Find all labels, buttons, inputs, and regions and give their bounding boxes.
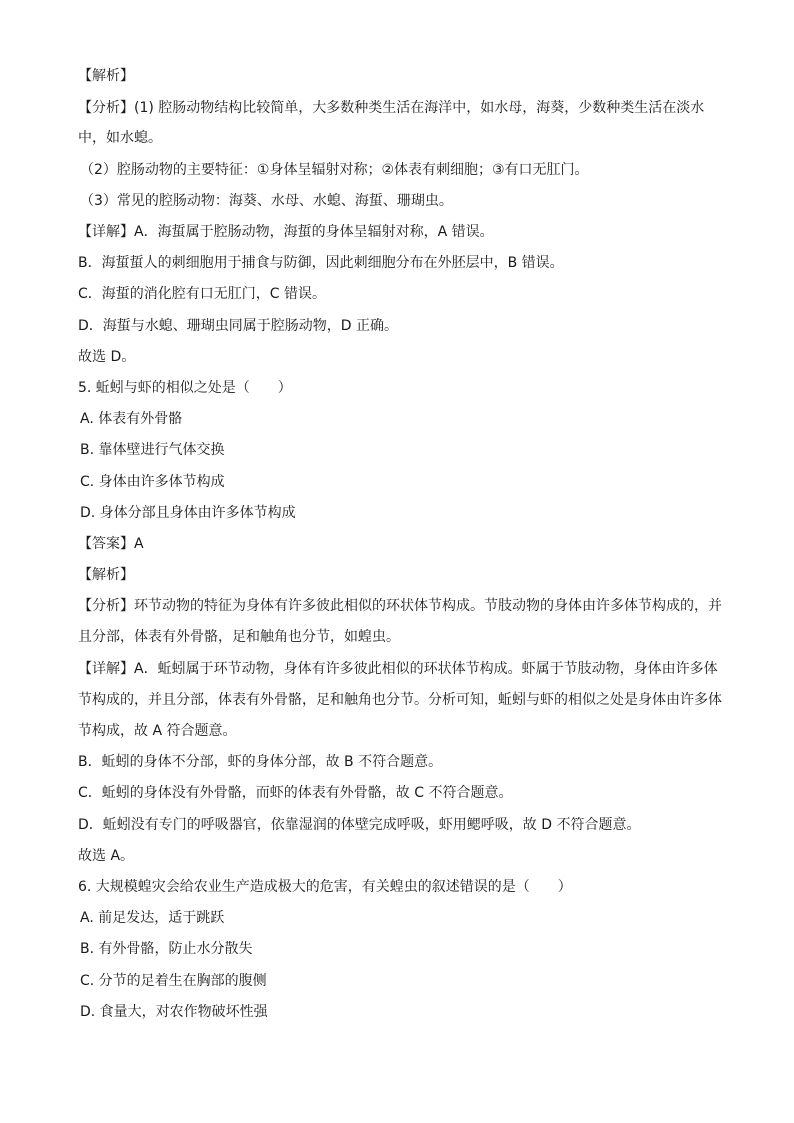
paragraph-line: 【分析】环节动物的特征为身体有许多彼此相似的环状体节构成。节肢动物的身体由许多体节构成的，并 <box>78 598 722 614</box>
question-5-option-b: B. 靠体壁进行气体交换 <box>80 442 225 458</box>
question-5-option-d: D. 身体分部且身体由许多体节构成 <box>80 505 296 521</box>
paragraph-line: 故选 D。 <box>78 349 136 365</box>
paragraph-line: B．海蜇蜇人的刺细胞用于捕食与防御，因此刺细胞分布在外胚层中，B 错误。 <box>78 255 564 271</box>
paragraph-line: 【详解】A．海蜇属于腔肠动物，海蜇的身体呈辐射对称，A 错误。 <box>78 224 494 240</box>
question-6-option-d: D. 食量大，对农作物破坏性强 <box>80 1004 268 1020</box>
question-6-option-a: A. 前足发达，适于跳跃 <box>80 910 225 926</box>
paragraph-line: 节构成的，并且分部，体表有外骨骼，足和触角也分节。分析可知，蚯蚓与虾的相似之处是身体由许多体 <box>78 692 722 708</box>
question-5-option-a: A. 体表有外骨骼 <box>80 411 183 427</box>
question-5-stem: 5. 蚯蚓与虾的相似之处是（ ） <box>78 380 292 396</box>
section-label-analysis: 【解析】 <box>78 68 134 84</box>
paragraph-line: 故选 A。 <box>78 848 135 864</box>
section-label-analysis: 【解析】 <box>78 567 134 583</box>
paragraph-line: D．蚯蚓没有专门的呼吸器官，依靠湿润的体壁完成呼吸，虾用鳃呼吸，故 D 不符合题意。 <box>78 817 641 833</box>
paragraph-line: B．蚯蚓的身体不分部，虾的身体分部，故 B 不符合题意。 <box>78 754 443 770</box>
paragraph-line: C．蚯蚓的身体没有外骨骼，而虾的体表有外骨骼，故 C 不符合题意。 <box>78 785 513 801</box>
paragraph-line: C．海蜇的消化腔有口无肛门，C 错误。 <box>78 286 326 302</box>
paragraph-line: （3）常见的腔肠动物：海葵、水母、水螅、海蜇、珊瑚虫。 <box>80 193 453 209</box>
question-5-option-c: C. 身体由许多体节构成 <box>80 474 225 490</box>
paragraph-line: 节构成，故 A 符合题意。 <box>78 723 237 739</box>
paragraph-line: D．海蜇与水螅、珊瑚虫同属于腔肠动物，D 正确。 <box>78 318 399 334</box>
question-6-option-b: B. 有外骨骼，防止水分散失 <box>80 941 253 957</box>
paragraph-line: 【详解】A．蚯蚓属于环节动物，身体有许多彼此相似的环状体节构成。虾属于节肢动物，身体由许多体 <box>78 661 718 677</box>
answer-label: 【答案】A <box>78 536 144 552</box>
question-6-option-c: C. 分节的足着生在胸部的腹侧 <box>80 973 267 989</box>
paragraph-line: 【分析】(1) 腔肠动物结构比较简单，大多数种类生活在海洋中，如水母，海葵，少数种类生活在淡水 <box>78 100 705 116</box>
question-6-stem: 6. 大规模蝗灾会给农业生产造成极大的危害，有关蝗虫的叙述错误的是（ ） <box>78 879 572 895</box>
paragraph-line: 中，如水螅。 <box>78 130 162 146</box>
paragraph-line: （2）腔肠动物的主要特征：①身体呈辐射对称；②体表有刺细胞；③有口无肛门。 <box>80 162 589 178</box>
paragraph-line: 且分部，体表有外骨骼，足和触角也分节，如蝗虫。 <box>78 629 400 645</box>
